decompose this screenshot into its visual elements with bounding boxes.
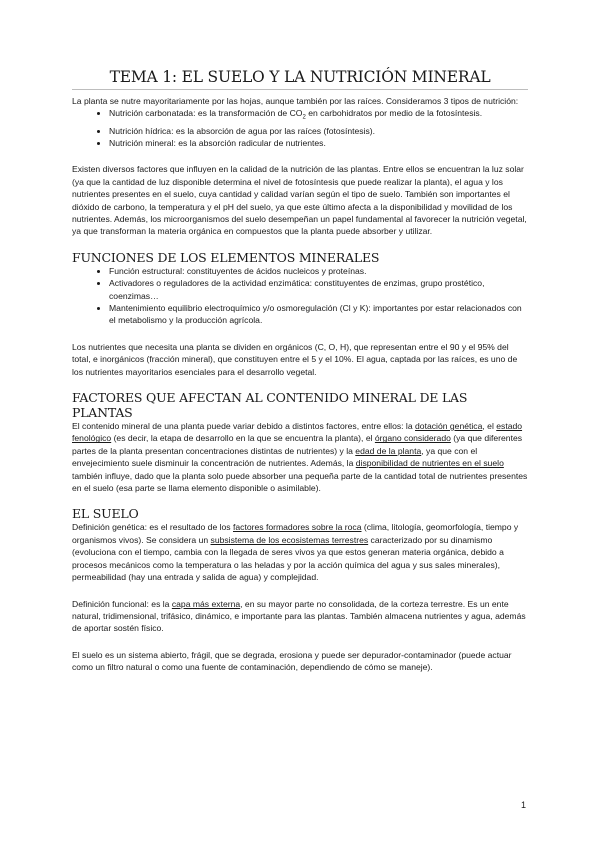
list-item: • Activadores o reguladores de la actividad enzimática: constituyentes de enzimas, grupo prostético, coenzimas… bbox=[109, 277, 528, 302]
list-item: • Función estructural: constituyentes de ácidos nucleicos y proteínas. bbox=[109, 265, 528, 277]
page-number: 1 bbox=[520, 800, 526, 810]
soil-system-paragraph: El suelo es un sistema abierto, frágil, que se degrada, erosiona y puede ser depurador-contaminador (puede actuar como un filtro natural o como una fuente de contaminación, dependiendo de cómo se maneje). bbox=[72, 649, 512, 673]
list-item: • Nutrición hídrica: es la absorción de agua por las raíces (fotosíntesis). bbox=[109, 125, 528, 137]
functions-list bbox=[72, 265, 528, 327]
section-heading-funciones: FUNCIONES DE LOS ELEMENTOS MINERALES bbox=[72, 249, 380, 265]
intro-paragraph: La planta se nutre mayoritariamente por las hojas, aunque también por las raíces. Consideramos 3 tipos de nutrición: bbox=[72, 96, 519, 106]
functional-definition-paragraph: Definición funcional: es la capa más externa, en su mayor parte no consolidada, de la corteza terrestre. Es un ente natural, tridimensional, trifásico, dinámico, e importante para las plantas. También almacena nutrientes y agua, además de aportar sostén físico. bbox=[72, 598, 526, 634]
document-title: TEMA 1: EL SUELO Y LA NUTRICIÓN MINERAL bbox=[72, 68, 528, 90]
list-item: • Mantenimiento equilibrio electroquímico y/o osmoregulación (Cl y K): importantes por estar relacionados con el metabolismo y la producción agrícola. bbox=[109, 302, 528, 327]
document-page bbox=[72, 68, 528, 674]
nutrition-types-list bbox=[72, 107, 528, 149]
nutrients-paragraph: Los nutrientes que necesita una planta se dividen en orgánicos (C, O, H), que representan entre el 90 y el 95% del total, e inorgánicos (fracción mineral), que constituyen entre el 5 y el 10%. El agua, captada por las raíces, es uno de los nutrientes mayoritarios esenciales para el desarrollo vegetal. bbox=[72, 341, 518, 377]
mineral-content-paragraph: El contenido mineral de una planta puede variar debido a distintos factores, entre ellos: la dotación genética, el estado fenológico (es decir, la etapa de desarrollo en la que se encuentra la planta), el órgano considerado (ya que diferentes partes de la planta presentan concentraciones distintas de nutrientes) y la edad de la planta, ya que con el envejecimiento suele disminuir la concentración de nutrientes. Además, la disponibilidad de nutrientes en el suelo también influye, dado que la planta solo puede absorber una pequeña parte de la cantidad total de nutrientes presentes en el suelo (esa parte se llama elemento disponible o asimilable). bbox=[72, 421, 528, 494]
section-heading-factores: FACTORES QUE AFECTAN AL CONTENIDO MINERAL DE LAS PLANTAS bbox=[72, 390, 468, 421]
section-heading-suelo: EL SUELO bbox=[72, 506, 139, 522]
list-item: • Nutrición carbonatada: es la transformación de $CO_2$ en carbohidratos por medio de la fotosíntesis. bbox=[109, 107, 528, 124]
factors-paragraph: Existen diversos factores que influyen en la calidad de la nutrición de las plantas. Entre ellos se encuentran la luz solar (ya que la cantidad de luz disponible determina el nivel de fotosíntesis que puede realizar la planta), el agua y los nutrientes presentes en el suelo, cuya cantidad y calidad varían según el tipo de suelo. También son importantes el dióxido de carbono, la temperatura y el pH del suelo, ya que este último afecta a la disponibilidad y movilidad de los nutrientes. Además, los microorganismos del suelo desempeñan un papel fundamental al favorecer la nutrición vegetal, ya que transforman la materia orgánica en compuestos que la planta puede absorber y utilizar. bbox=[72, 164, 527, 237]
list-item: • Nutrición mineral: es la absorción radicular de nutrientes. bbox=[109, 137, 528, 149]
genetic-definition-paragraph: Definición genética: es el resultado de los factores formadores sobre la roca (clima, litología, geomorfología, tiempo y organismos vivos). Se considera un subsistema de los ecosistemas terrestres caracterizado por su dinamismo (evoluciona con el tiempo, cambia con la llegada de seres vivos ya que estos generan materia orgánica, debido a procesos mecánicos como la temperatura o las heladas y por la acción química del agua y sus sales minerales), permeabilidad (hay una entrada y salida de agua) y complejidad. bbox=[72, 522, 519, 583]
